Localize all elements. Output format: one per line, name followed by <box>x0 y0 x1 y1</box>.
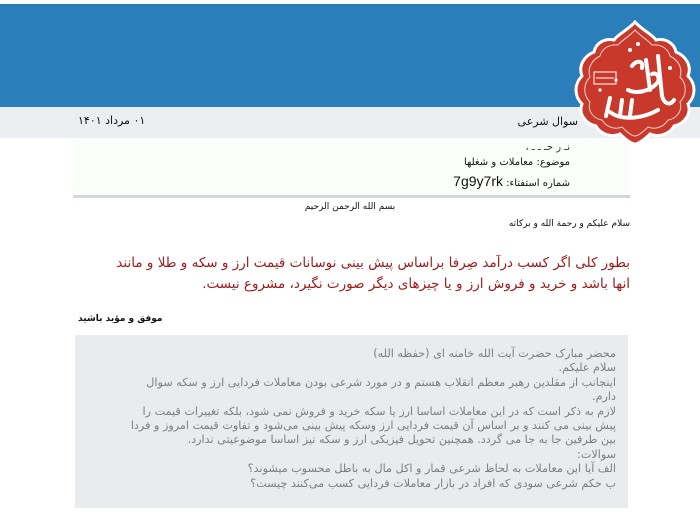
ruling-line: بطور کلی اگر کسب درآمد صِرفا براساس پیش بینی نوسانات قیمت ارز و سکه و طلا و مانند <box>116 255 630 271</box>
question-line: اینجانب از مقلدین رهبر معظم انقلاب هستم و در مورد شرعی بودن معاملات فردایی ارز و سکه سوال <box>146 375 616 389</box>
logo-emblem-icon[interactable] <box>570 20 700 145</box>
question-line: الف آیا این معاملات به لحاظ شرعی قمار و اکل مال به باطل محسوب میشوند؟ <box>247 462 616 476</box>
asker-name: نـ ر حـ ـ ـ ، <box>525 142 570 153</box>
question-line: ب حکم شرعی سودی که افراد در بازار معاملات فردایی کسب می‌کنند چیست؟ <box>250 476 616 490</box>
question-text <box>86 347 616 491</box>
question-line: پیش بینی می کنند و بر اساس آن قیمت فردایی ارز وسکه پیش بینی می‌شود و تفاوت قیمت امروز و فردا <box>130 419 616 433</box>
bismillah-heading: بسم الله الرحمن الرحیم <box>304 202 396 212</box>
inquiry-meta-block <box>73 140 630 198</box>
question-line: سوالات: <box>577 447 616 461</box>
closing-salutation: موفق و مؤید باشید <box>78 314 163 324</box>
question-line: دارم. <box>592 390 616 404</box>
calligraphy-emblem-icon <box>570 20 700 145</box>
question-line: سلام علیکم. <box>558 361 616 375</box>
inquiry-number-line <box>453 173 570 189</box>
answer-greeting: سلام علیکم و رحمة الله و برکاته <box>508 219 630 229</box>
question-box <box>75 335 628 508</box>
question-line: بین طرفین جا به جا می گردد. همچنین تحویل فیزیکی ارز و سکه نیز اساسا موضوعیتی ندارد. <box>187 433 616 447</box>
inquiry-number-value: 7g9y7rk <box>453 173 503 189</box>
publish-date: ۰۱ مرداد ۱۴۰۱ <box>78 114 146 127</box>
ruling-text <box>70 253 630 295</box>
subject-label: موضوع: <box>536 157 570 168</box>
inquiry-number-label: شماره استفتاء: <box>506 178 570 189</box>
ruling-line: انها باشد و خرید و فروش ارز و یا چیزهای دیگر صورت نگیرد، مشروع نیست. <box>202 276 630 292</box>
subject-value: معاملات و شغلها <box>463 157 534 168</box>
question-line: محضر مبارک حضرت آیت الله خامنه ای (حفظه الله) <box>373 347 616 360</box>
question-line: لازم به ذکر است که در این معاملات اساسا ارز یا سکه خرید و فروش نمی شود، بلکه تغییرات قیمت را <box>142 404 616 418</box>
page-category-title: سوال شرعی <box>517 115 578 128</box>
subject-line <box>464 157 570 168</box>
